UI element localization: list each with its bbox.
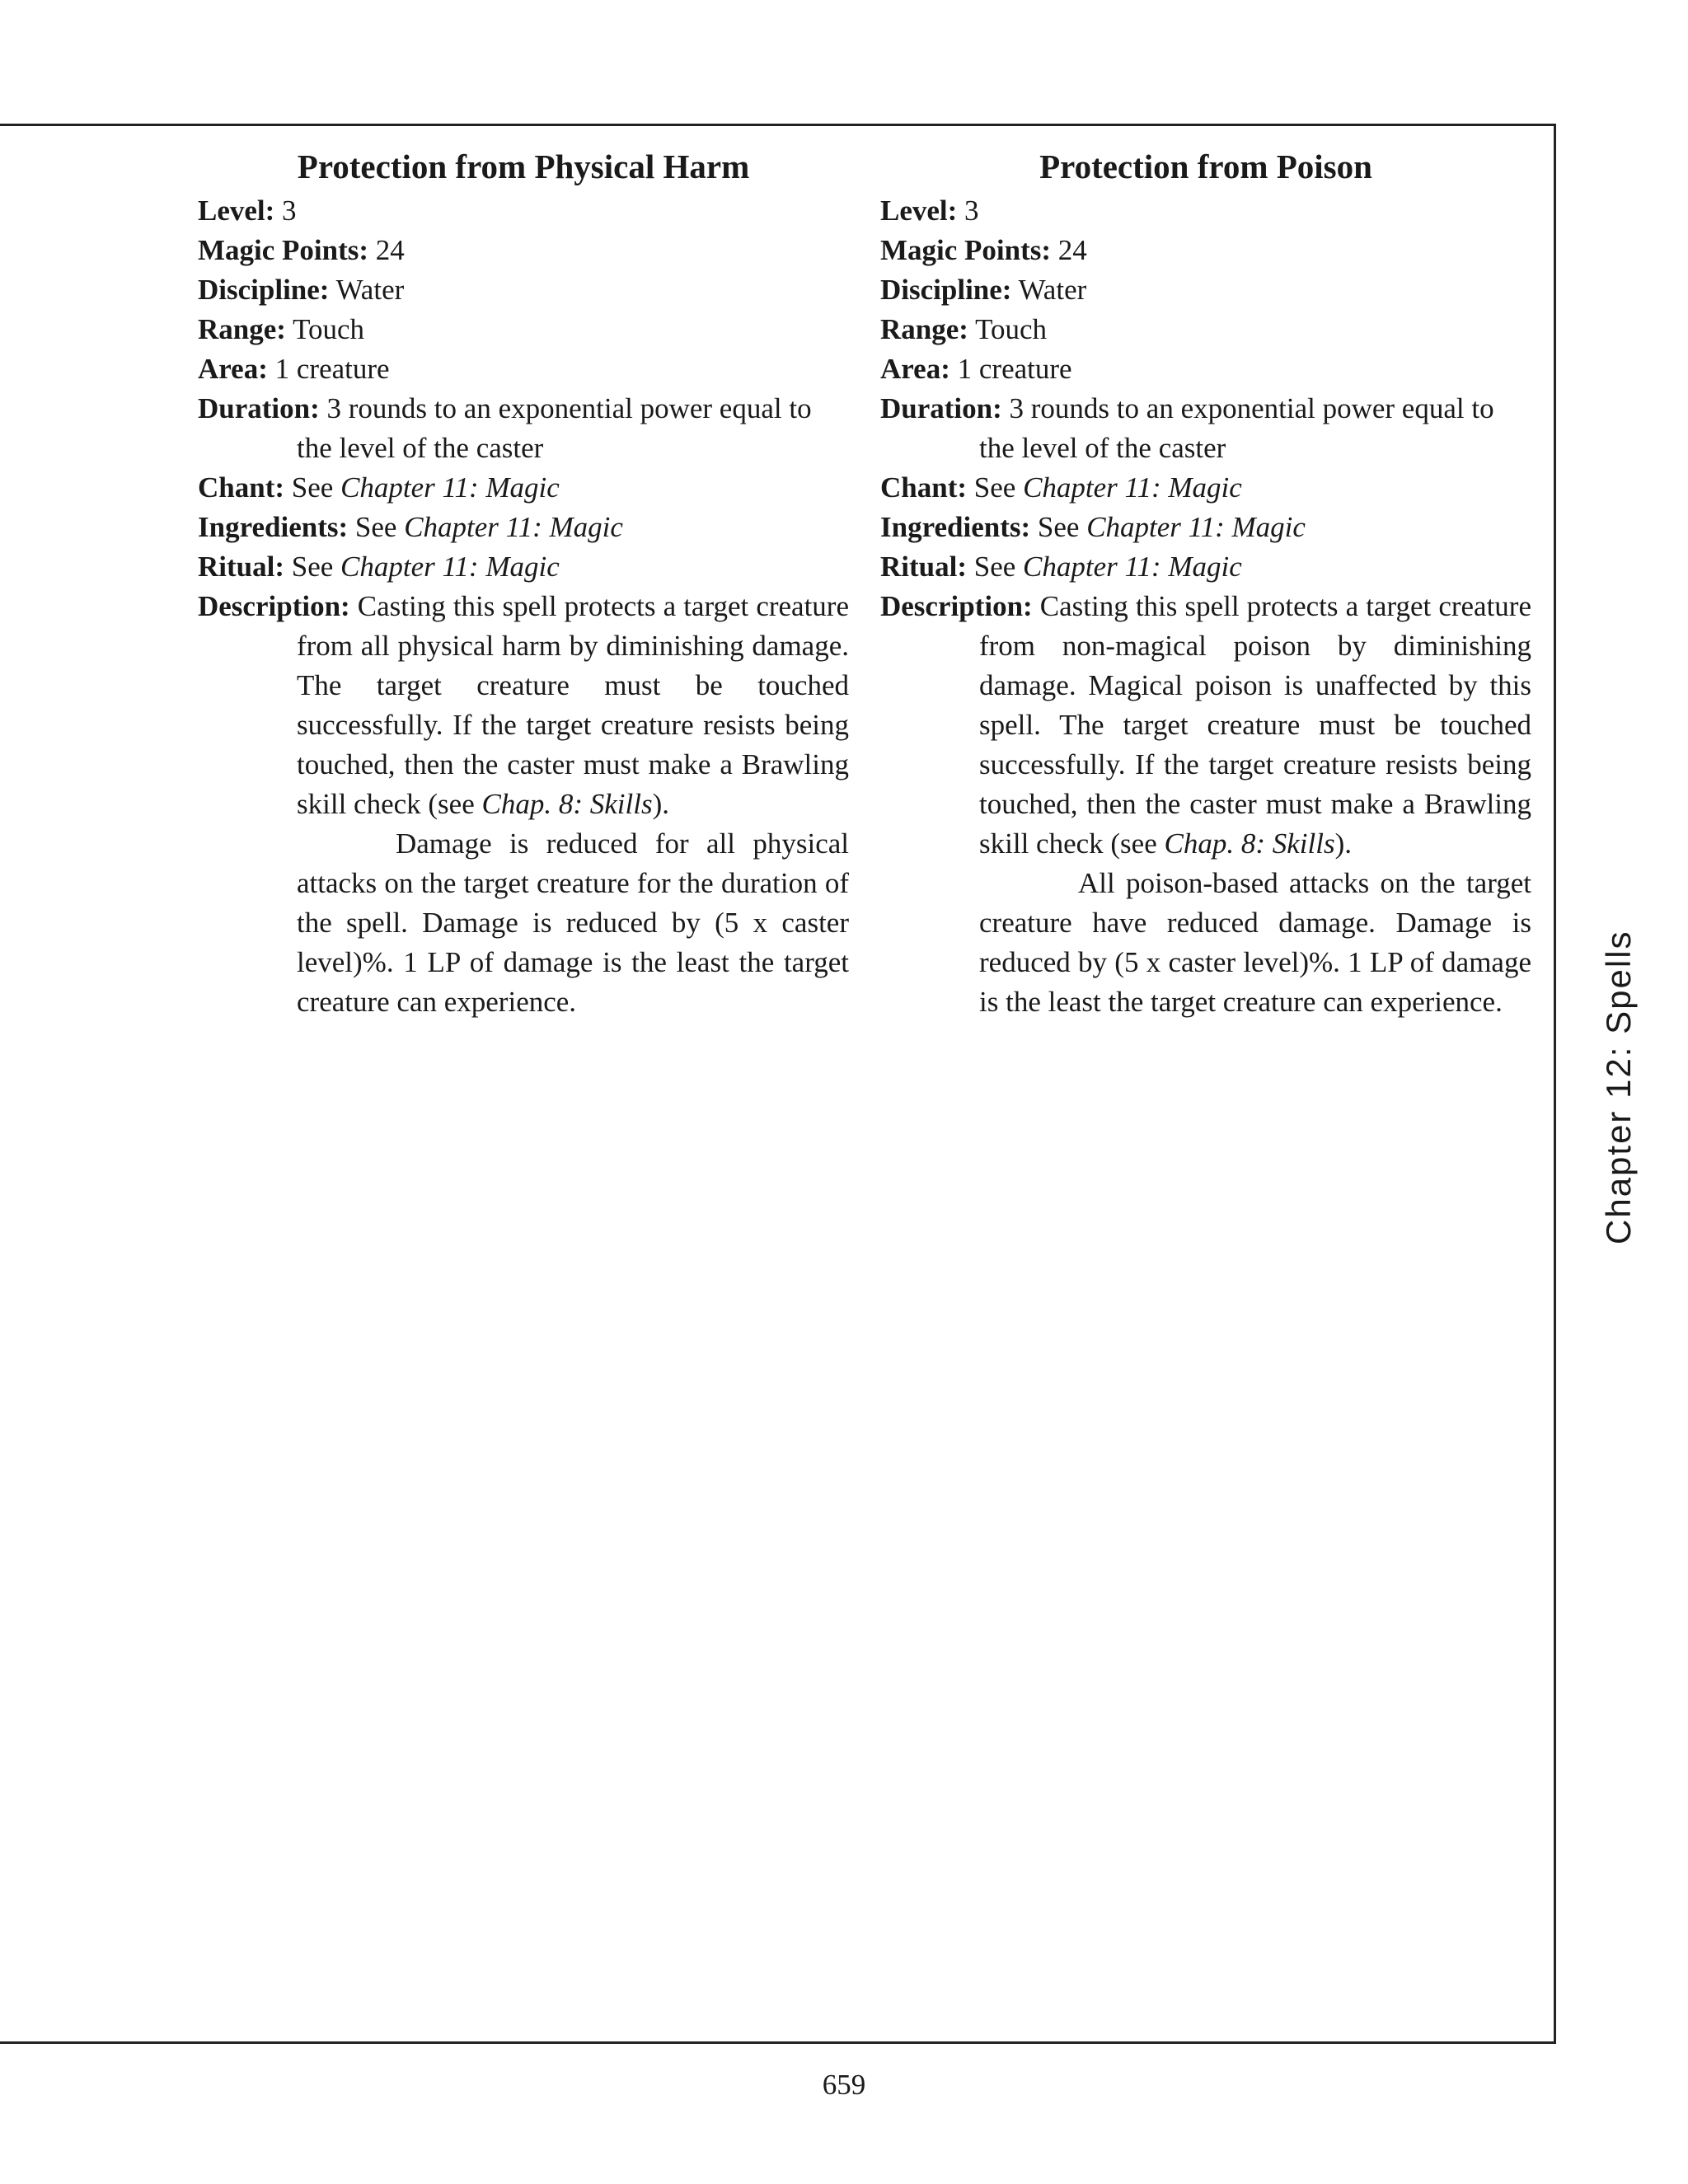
description-field: Description: Casting this spell protects a target creature from all physical harm by diminishing damage. The target creature must be touched successfully. If the target creature resists being touched, then the caster must make a Brawling skill check (see Chap. 8: Skills).	[198, 590, 849, 820]
level-field: Level: 3	[880, 194, 979, 227]
discipline-field: Discipline: Water	[880, 274, 1087, 306]
magic-points-field: Magic Points: 24	[198, 234, 405, 266]
description-paragraph-2: All poison-based attacks on the target creature have reduced damage. Damage is reduced by (5 x caster level)%. 1 LP of damage is the least the target creature can experience.	[979, 867, 1531, 1018]
range-field: Range: Touch	[880, 313, 1048, 345]
spell-title: Protection from Physical Harm	[297, 148, 750, 185]
duration-field: Duration: 3 rounds to an exponential power equal to the level of the caster	[880, 392, 1494, 464]
description-field: Description: Casting this spell protects a target creature from non-magical poison by diminishing damage. Magical poison is unaffected by this spell. The target creature must be touched successfully. If the target creature resists being touched, then the caster must make a Brawling skill check (see Chap. 8: Skills).	[880, 590, 1531, 860]
magic-points-field: Magic Points: 24	[880, 234, 1087, 266]
page-number: 659	[822, 2069, 866, 2101]
ritual-field: Ritual: See Chapter 11: Magic	[880, 551, 1242, 583]
ingredients-field: Ingredients: See Chapter 11: Magic	[880, 511, 1306, 543]
discipline-field: Discipline: Water	[198, 274, 405, 306]
chant-field: Chant: See Chapter 11: Magic	[198, 471, 560, 504]
spell-entry-physical-harm	[198, 147, 849, 1022]
spell-title: Protection from Poison	[1039, 148, 1372, 185]
level-field: Level: 3	[198, 194, 297, 227]
area-field: Area: 1 creature	[198, 353, 390, 385]
ingredients-field: Ingredients: See Chapter 11: Magic	[198, 511, 623, 543]
chant-field: Chant: See Chapter 11: Magic	[880, 471, 1242, 504]
chapter-side-label: Chapter 12: Spells	[1599, 930, 1638, 1244]
area-field: Area: 1 creature	[880, 353, 1072, 385]
ritual-field: Ritual: See Chapter 11: Magic	[198, 551, 560, 583]
range-field: Range: Touch	[198, 313, 365, 345]
description-paragraph-2: Damage is reduced for all physical attacks on the target creature for the duration of the spell. Damage is reduced by (5 x caster level)%. 1 LP of damage is the least the target creature can experience.	[297, 827, 849, 1018]
spell-entry-poison	[880, 147, 1531, 1022]
duration-field: Duration: 3 rounds to an exponential power equal to the level of the caster	[198, 392, 812, 464]
